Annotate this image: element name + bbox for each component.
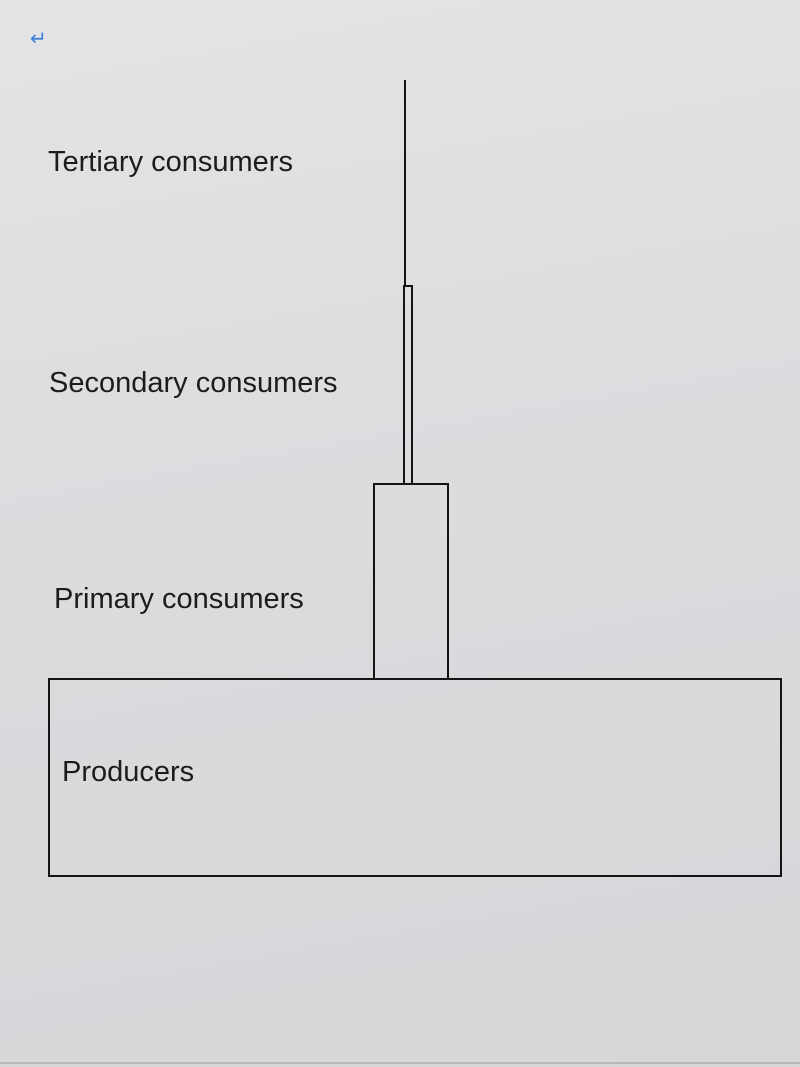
bottom-divider <box>0 1062 800 1064</box>
primary-consumers-bar <box>373 483 449 680</box>
secondary-consumers-bar <box>403 285 413 485</box>
producers-label: Producers <box>62 756 195 788</box>
primary-consumers-label: Primary consumers <box>54 583 304 615</box>
tertiary-consumers-label: Tertiary consumers <box>48 146 293 178</box>
secondary-consumers-label: Secondary consumers <box>49 367 338 399</box>
tertiary-consumers-bar <box>404 80 406 286</box>
return-arrow-icon: ↵ <box>30 26 47 50</box>
